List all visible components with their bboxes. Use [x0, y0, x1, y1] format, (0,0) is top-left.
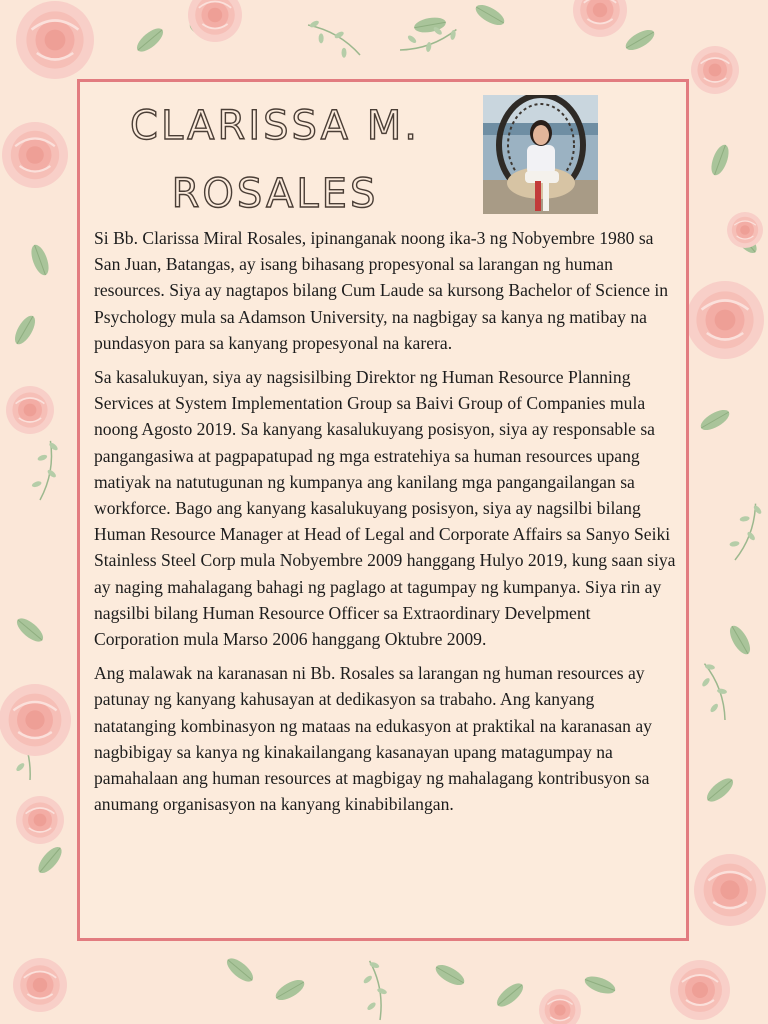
bio-paragraph-1: Si Bb. Clarissa Miral Rosales, ipinanganak noong ika-3 ng Nobyembre 1980 sa San Juan, Batangas, ay isang bihasang propesyonal sa larangan ng human resources. Siya ay nagtapos bilang Cum Laude sa kursong Bachelor of Science in Psychology mula sa Adamson University, na nagbigay sa kanya ng matibay na pundasyon para sa kanyang propesyonal na karera. — [94, 228, 669, 353]
profile-name — [80, 92, 470, 228]
biography-text — [94, 225, 677, 825]
profile-name-line1: CLARISSA M. — [130, 103, 420, 149]
bio-paragraph-2: Sa kasalukuyan, siya ay nagsisilbing Direktor ng Human Resource Planning Services at System Implementation Group sa Baivi Group of Companies mula noong Agosto 2019. Sa kanyang kasalukuyang posisyon, siya ay responsable sa pangangasiwa at pagpapatupad ng mga estratehiya sa human resources upang matiyak na natutugunan ng kumpanya ang kanilang mga pangangailangan sa workforce. Bago ang kanyang kasalukuyang posisyon, siya ay nagsilbi bilang Human Resource Manager at Head of Legal and Corporate Affairs sa Sanyo Seiki Stainless Steel Corp mula Nobyembre 2009 hanggang Hulyo 2019, kung saan siya ay naging mahalagang bahagi ng paglago at tagumpay ng kumpanya. Siya rin ay nagsilbi bilang Human Resource Officer sa Extraordinary Develpment Corporation mula Marso 2006 hanggang Oktubre 2009. — [94, 367, 676, 650]
profile-card — [77, 79, 689, 941]
portrait-photo-icon — [483, 95, 598, 214]
bio-paragraph-3: Ang malawak na karanasan ni Bb. Rosales sa larangan ng human resources ay patunay ng kanyang kahusayan at dedikasyon sa trabaho. Ang kanyang natatanging kombinasyon ng mataas na edukasyon at praktikal na karanasan ay nagbibigay sa kanya ng kinakailangang kasanayan upang matagumpay na pamahalaan ang human resources at magbigay ng mahalagang kontribusyon sa anumang organisasyon na kanyang kinabibilangan. — [94, 663, 652, 815]
portrait-photo — [483, 95, 598, 214]
profile-name-line2: ROSALES — [171, 171, 379, 217]
